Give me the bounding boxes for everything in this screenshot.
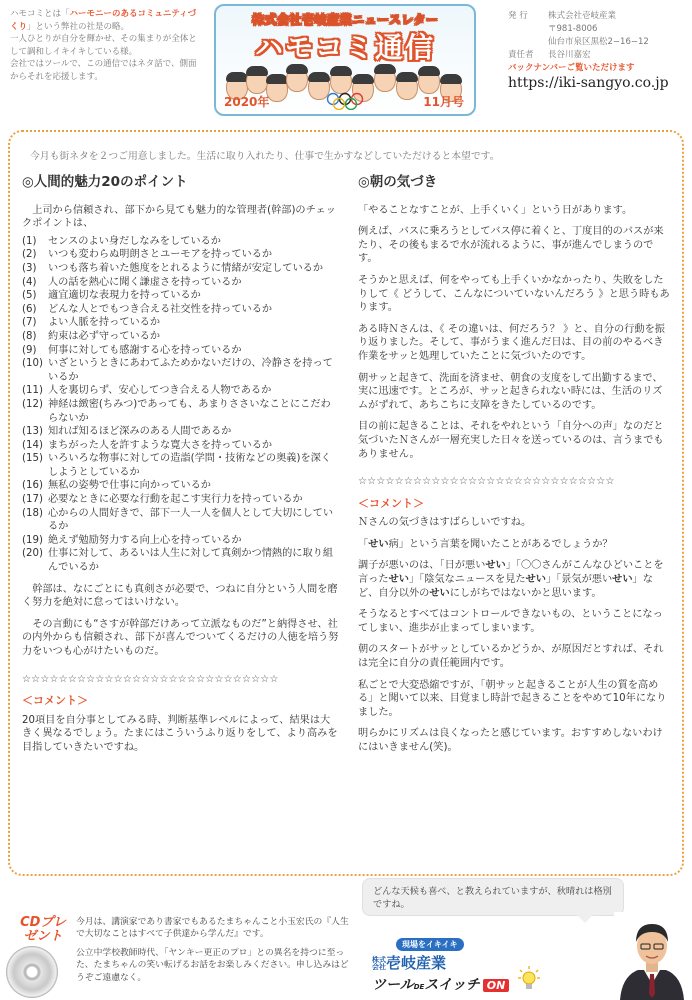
article-paragraph: 朝サッと起きて、洗面を済ませ、朝食の支度をして出勤するまで、実に迅速です。ところが、サッと起きられない時には、生活のリズムがずれて、あちこちに支障をきたしているのです。 (358, 372, 663, 411)
list-item: (12) 神経は緻密(ちみつ)であっても、あまりささいなことにこだわらないか (22, 398, 331, 424)
comment-text: 朝のスタートがサッとしているかどうか、が原因だとすれば、それは完全に自分の責任範囲内です。 (358, 644, 664, 670)
address-row: 仙台市泉区黒松2−16−12 (548, 37, 649, 47)
list-item: (17) 必要なときに必要な行動を起こす実行力を持っているか (22, 494, 303, 506)
list-item: (20) 仕事に対して、あるいは人生に対して真剣かつ情熱的に取り組んでいるか (22, 548, 334, 574)
olympic-rings-icon (324, 92, 374, 110)
comment-heading: ＜コメント＞ (22, 694, 88, 708)
intro-line-1: ハモコミとは「ハーモニーのあるコミュニティづくり」という弊社の社是の略。 (10, 9, 197, 32)
brand-slogan: ツールDEスイッチ ON (372, 974, 509, 994)
list-item: (6) どんな人とでもつき合える社交性を持っているか (22, 303, 273, 315)
masthead (214, 4, 476, 116)
speech-bubble: どんな天候も喜べ、と教えられていますが、秋晴れは格別ですね。 (362, 878, 624, 916)
star-divider: ☆☆☆☆☆☆☆☆☆☆☆☆☆☆☆☆☆☆☆☆☆☆☆☆☆☆☆☆ (358, 476, 615, 488)
comment-text: Ｎさんの気づきはすばらしいですね。 (358, 517, 532, 529)
article-leadership (22, 176, 340, 755)
article-paragraph: そうかと思えば、何をやっても上手くいかなかったり、失敗をしたりして《 どうして、こんなについていないんだろう 》と思う時もあります。 (358, 274, 670, 314)
intro-line-2: 一人ひとりが自分を輝かせ、その集まりが全体として調和しイキイキしている様。 (10, 34, 197, 57)
editor-row: 責任者 長谷川嘉宏 (508, 50, 591, 60)
article-title: ◎人間的魅力20のポイント (22, 174, 188, 190)
list-item: (15) いろいろな物事に対しての造詣(学問・技術などの奥義)を深くしようとしているか (22, 453, 332, 478)
comment-text: 「せい病」という言葉を聞いたことがあるでしょうか？ (358, 538, 613, 550)
article-lead: 上司から信頼され、部下から見ても魅力的な管理者(幹部)のチェックポイントは、 (22, 204, 336, 230)
comment-text: そうなるとすべてはコントロールできないもの、ということになってしまい、進歩が止まってしまいます。 (358, 609, 663, 634)
brand-name: 株式会社壱岐産業 (372, 954, 447, 972)
article-title: ◎朝の気づき (358, 174, 438, 190)
intro-line-3: 会社ではツールで、この通信ではネタ話で、側面からそれを応援します。 (10, 59, 197, 82)
masthead-title: ハモコミ通信 (254, 31, 435, 64)
list-item: (8) 約束は必ず守っているか (22, 330, 161, 342)
comment-text: 調子が悪いのは、「日が悪いせい」「〇〇さんがこんなひどいことを言ったせい」「陰気なニュースを見たせい」「景気が悪いせい」など、自分以外のせいにしがちではないかと思います。 (358, 560, 664, 599)
backnumber-note: バックナンバーご覧いただけます (508, 63, 635, 73)
issue-year: 2020年 (224, 95, 270, 109)
issue-intro: 今月も街ネタを２つご用意しました。生活に取り入れたり、仕事で生かすなどしていただけると本望です。 (30, 151, 500, 162)
article-paragraph: ある時Ｎさんは、《 その違いは、何だろう？ 》と、自分の行動を振り返りました。そして、事がうまく進んだ日は、目の前のやるべき作業をサッと処理していたことに気づいたのです。 (358, 323, 665, 362)
article-paragraph: 「やることなすことが、上手くいく」という日があります。 (358, 204, 633, 216)
list-item: (10) いざというときにあわてふためかないだけの、冷静さを持っているか (22, 358, 333, 383)
comment-text: 20項目を自分事としてみる時、判断基準レベルによって、結果は大きく異なるでしょう。たまにはこういうふり返りをして、より高みを目指していきたいですね。 (22, 714, 338, 753)
list-item: (18) 心からの人間好きで、部下一人一人を個人として大切にしているか (22, 507, 334, 533)
publisher-row: 発 行 株式会社壱岐産業 (508, 11, 617, 21)
header-intro (10, 8, 202, 84)
website-link[interactable]: https://iki-sangyo.co.jp (508, 75, 669, 91)
lightbulb-icon (518, 966, 540, 994)
article-paragraph: 例えば、バスに乗ろうとしてバス停に着くと、丁度目的のバスが来たり、その後もまるで水が流れるように、事が進んでしまうのです。 (358, 226, 664, 265)
company-logo (372, 938, 552, 998)
article-paragraph: 幹部は、なにごとにも真剣さが必要で、つねに自分という人間を磨く努力を絶対に怠ってはいけない。 (22, 583, 338, 609)
list-item: (19) 絶えず勉励努力する向上心を持っているか (22, 534, 242, 546)
list-item: (5) 適宜適切な表現力を持っているか (22, 290, 201, 302)
gift-paragraph: 公立中学校教師時代、「ヤンキー更正のプロ」との異名を持つに至った、たまちゃんの笑い転げるお話をお楽しみください。申し込みはどうぞご遠慮なく。 (76, 947, 349, 983)
list-item: (4) 人の話を熱心に聞く謙虚さを持っているか (22, 276, 242, 288)
list-item: (7) よい人脈を持っているか (22, 317, 161, 329)
list-item: (16) 無私の姿勢で仕事に向かっているか (22, 480, 211, 492)
issue-month: 11月号 (423, 95, 464, 109)
cd-icon (6, 946, 58, 998)
article-paragraph: 目の前に起きることは、それをやれという「自分への声」なのだと気づいたＮさんが一層充実した日々を送っているのは、言うまでもありません。 (358, 421, 664, 460)
star-divider: ☆☆☆☆☆☆☆☆☆☆☆☆☆☆☆☆☆☆☆☆☆☆☆☆☆☆☆☆ (22, 673, 279, 685)
comment-text: 明らかにリズムは良くなったと感じています。おすすめしないわけにはいきません(笑)。 (358, 728, 663, 753)
president-photo (614, 912, 690, 1000)
list-item: (9) 何事に対しても感謝する心を持っているか (22, 344, 242, 356)
publisher-info (508, 10, 688, 90)
list-item: (3) いつも落ち着いた態度をとれるように情緒が安定しているか (22, 262, 324, 274)
postal-row: 〒981-8006 (548, 24, 598, 34)
brand-tagline: 現場をイキイキ (396, 938, 464, 951)
comment-heading: ＜コメント＞ (358, 496, 424, 510)
checklist (22, 235, 340, 575)
article-paragraph: その言動にも“さすが幹部だけあって立派なものだ”と納得させ、社の内外からも信頼され、部下が喜んでついてくるだけの人徳を培う努力をいつも心がけたいものだ。 (22, 618, 339, 657)
list-item: (11) 人を裏切らず、安心してつき合える人物であるか (22, 385, 272, 397)
masthead-subtitle: 株式会社壱岐産業ニュースレター (251, 12, 439, 27)
list-item: (2) いつも変わらぬ明朗さとユーモアを持っているか (22, 249, 273, 261)
gift-paragraph: 今月は、講演家であり書家でもあるたまちゃんこと小玉宏氏の『人生で大切なことはすべて子供達から学んだ』です。 (76, 917, 349, 940)
article-morning (358, 176, 670, 755)
cd-present-text (76, 916, 354, 990)
list-item: (14) まちがった人を許すような寛大さを持っているか (22, 439, 273, 451)
cd-present-label: CDプレゼント (20, 915, 66, 944)
list-item: (13) 知れば知るほど深みのある人間であるか (22, 426, 232, 438)
list-item: (1) センスのよい身だしなみをしているか (22, 235, 221, 247)
comment-text: 私ごとで大変恐縮ですが、「朝サッと起きることが人生の質を高める」と聞いて以来、目覚まし時計で起きることをやめて10年になりました。 (358, 679, 667, 718)
